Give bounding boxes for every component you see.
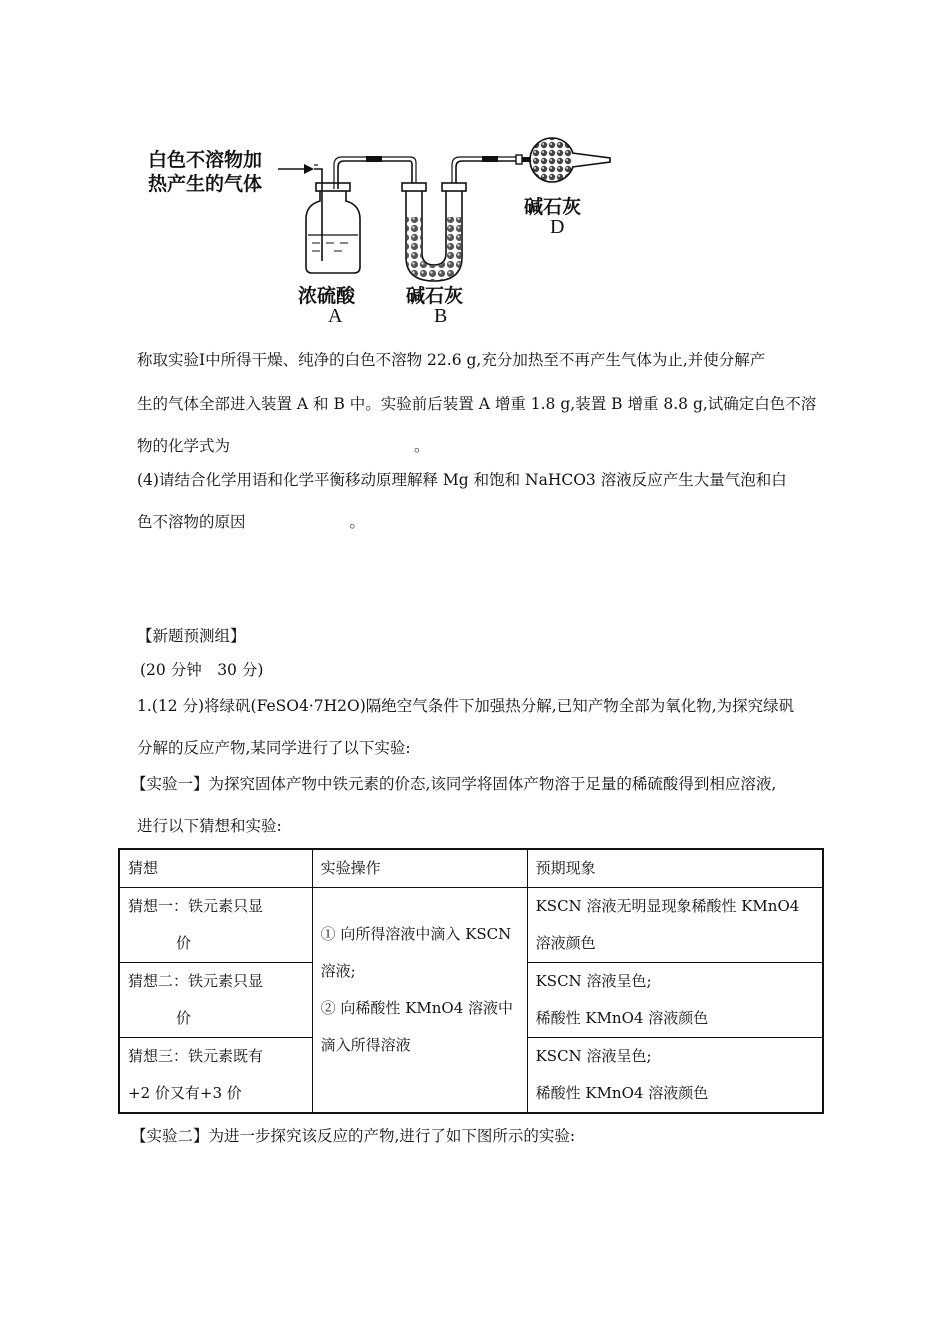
header-hypothesis: 猜想: [119, 849, 312, 888]
table-header-row: [119, 849, 823, 888]
apparatus-d-letter: D: [550, 216, 565, 238]
hypothesis-table: [118, 848, 824, 1114]
time-score: (20 分钟 30 分): [140, 661, 264, 679]
hypothesis-1-text: 猜想一：铁元素只显: [128, 897, 264, 915]
table-row: [119, 888, 823, 963]
hypothesis-1-valence: 价: [176, 934, 192, 952]
expected-1-line1: KSCN 溶液无明显现象稀酸性 KMnO4: [535, 897, 800, 915]
exp2-line: 【实验二】为进一步探究该反应的产物,进行了如下图所示的实验:: [131, 1127, 576, 1145]
expected-2: [527, 963, 823, 1038]
header-expected: 预期现象: [527, 849, 823, 888]
operation-2-line1: ② 向稀酸性 KMnO4 溶液中: [320, 999, 514, 1017]
hypothesis-2-text: 猜想二：铁元素只显: [128, 972, 264, 990]
apparatus-b-label: 碱石灰: [406, 285, 464, 307]
section-heading: 【新题预测组】: [137, 627, 246, 645]
expected-1-line2: 溶液颜色: [535, 934, 596, 952]
operation-cell: [312, 888, 527, 1114]
expected-2-kscn: KSCN 溶液呈: [535, 972, 632, 990]
expected-3: [527, 1038, 823, 1114]
gas-label-line1: 白色不溶物加: [148, 149, 263, 171]
q1-line2: 分解的反应产物,某同学进行了以下实验:: [137, 739, 411, 757]
bottle-a: [306, 189, 360, 273]
operation-1-line1: ① 向所得溶液中滴入 KSCN: [320, 925, 512, 943]
hypothesis-3-valence: +2 价又有+3 价: [128, 1084, 242, 1102]
hypothesis-3: [119, 1038, 312, 1114]
q1-line1: 1.(12 分)将绿矾(FeSO4·7H2O)隔绝空气条件下加强热分解,已知产物全部为氧化物,为探究绿矾: [137, 697, 795, 715]
apparatus-b-letter: B: [434, 305, 448, 327]
gas-arrow-head: [304, 164, 314, 174]
exp1-line1: 【实验一】为探究固体产物中铁元素的价态,该同学将固体产物溶于足量的稀硫酸得到相应溶液,: [131, 775, 777, 793]
expected-1: [527, 888, 823, 963]
hypothesis-2-valence: 价: [176, 1009, 192, 1027]
p1-line2: 生的气体全部进入装置 A 和 B 中。实验前后装置 A 增重 1.8 g,装置 B 增重 8.8 g,试确定白色不溶: [137, 395, 817, 413]
operation-1-line2: 溶液;: [320, 962, 356, 980]
apparatus-a-label: 浓硫酸: [298, 285, 356, 307]
drying-bulb-d: [530, 138, 574, 182]
p1-line3-end: 。: [414, 437, 430, 455]
q4-line1: (4)请结合化学用语和化学平衡移动原理解释 Mg 和饱和 NaHCO3 溶液反应产生大量气泡和白: [137, 471, 787, 489]
stopper-b-left: [402, 183, 426, 191]
hypothesis-1: [119, 888, 312, 963]
p1-line3: [137, 434, 430, 456]
expected-3-kscn: KSCN 溶液呈: [535, 1047, 632, 1065]
q4-line2-text: 色不溶物的原因: [137, 513, 246, 531]
expected-3-line1: [536, 1038, 814, 1075]
gas-label-line2: 热产生的气体: [148, 173, 263, 195]
q4-line2-end: 。: [349, 513, 366, 531]
q4-line2: [137, 510, 365, 532]
expected-3-line2: 稀酸性 KMnO4 溶液颜色: [535, 1084, 709, 1102]
apparatus-figure: [140, 125, 630, 330]
expected-2-line2: 稀酸性 KMnO4 溶液颜色: [535, 1009, 709, 1027]
operation-2-line2: 滴入所得溶液: [320, 1036, 411, 1054]
stopper-b-right: [442, 183, 466, 191]
exp1-line2: 进行以下猜想和实验:: [137, 817, 282, 835]
expected-2-line1: [536, 963, 814, 1000]
drying-tip-d: [572, 153, 610, 167]
stopper-a: [316, 183, 350, 191]
hypothesis-2: [119, 963, 312, 1038]
expected-3-color-end: 色;: [631, 1047, 652, 1065]
p1-line3-text: 物的化学式为: [137, 437, 231, 455]
p1-line1: 称取实验Ⅰ中所得干燥、纯净的白色不溶物 22.6 g,充分加热至不再产生气体为止,并使分解产: [137, 351, 766, 369]
apparatus-d-label: 碱石灰: [524, 196, 582, 218]
hypothesis-3-text: 猜想三：铁元素既有: [128, 1047, 264, 1065]
header-operation: 实验操作: [312, 849, 527, 888]
expected-2-color-end: 色;: [631, 972, 652, 990]
apparatus-a-letter: A: [328, 305, 343, 327]
